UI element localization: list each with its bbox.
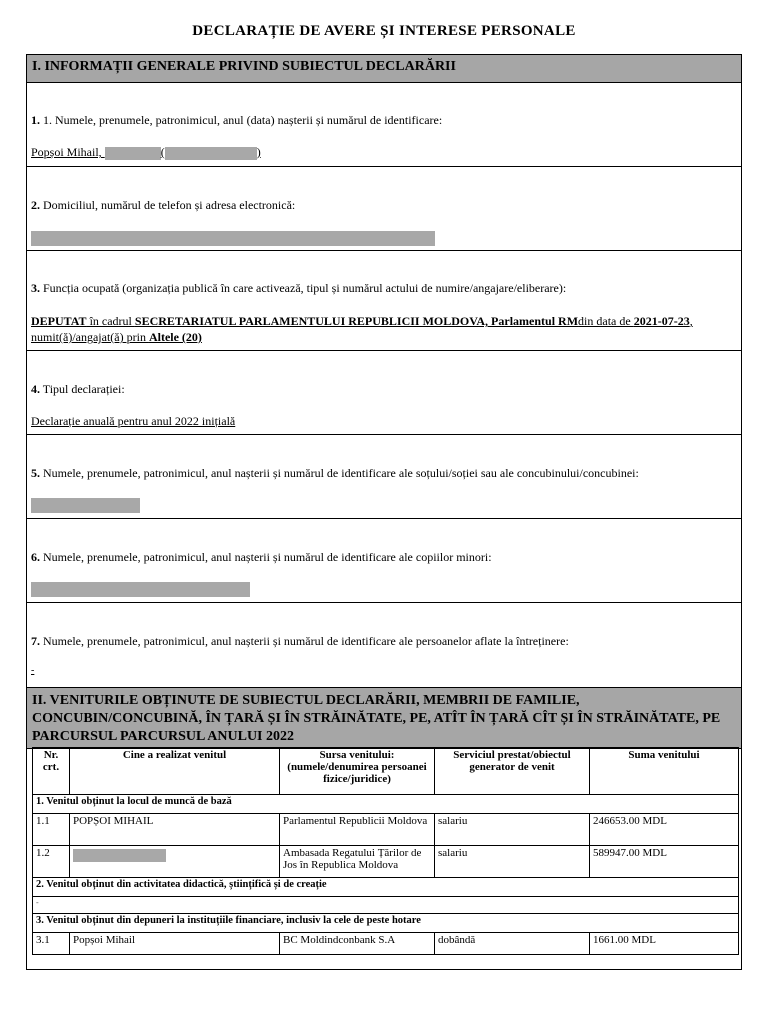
field-4-label: 4. Tipul declarației: [31,382,125,396]
field-1-value: Popșoi Mihail, ( ) [31,145,261,159]
table-row [33,814,739,846]
table-row [33,933,739,955]
field-4-declaration-type [27,351,741,435]
column-header-source: Sursa venitului: (numele/denumirea persoanei fizice/juridice) [280,748,435,795]
column-header-amount: Suma venitului [590,748,739,795]
cell-nr: 1.1 [33,814,70,846]
redacted-spouse [31,498,140,513]
declaration-frame [26,54,742,970]
category-3-label: 3. Venitul obținut din depuneri la instituțiile financiare, inclusiv la cele de peste hotare [33,914,739,933]
field-6-label: 6. Numele, prenumele, patronimicul, anul nașterii și numărul de identificare ale copiilor minori: [31,550,492,564]
cell-service: dobândă [435,933,590,955]
cell-who [70,846,280,878]
redacted-birthdate [105,147,161,160]
cell-source: Parlamentul Republicii Moldova [280,814,435,846]
column-header-service: Serviciul prestat/obiectul generator de venit [435,748,590,795]
field-3-position [27,251,741,351]
table-row [33,897,739,914]
cell-service: salariu [435,846,590,878]
table-row [33,846,739,878]
cell-who: POPȘOI MIHAIL [70,814,280,846]
category-row [33,795,739,814]
cell-nr: 1.2 [33,846,70,878]
cell-nr: 3.1 [33,933,70,955]
field-6-children [27,519,741,603]
category-1-label: 1. Venitul obținut la locul de muncă de bază [33,795,739,814]
category-row [33,878,739,897]
cell-amount: 1661.00 MDL [590,933,739,955]
field-7-label: 7. Numele, prenumele, patronimicul, anul nașterii și numărul de identificare ale persoanelor aflate la întreținere: [31,634,569,648]
income-table [32,747,739,955]
section-1-header: I. INFORMAȚII GENERALE PRIVIND SUBIECTUL DECLARĂRII [27,55,741,83]
empty-cell: - [33,897,739,914]
section-2-header: II. VENITURILE OBȚINUTE DE SUBIECTUL DECLARĂRII, MEMBRII DE FAMILIE, CONCUBIN/CONCUBINĂ, ÎN ȚARĂ ȘI ÎN STRĂINĂTATE, PE, ATÎT ÎN ȚARĂ CÎT ȘI ÎN STRĂINĂTATE, PE PARCURSUL PARCURSUL ANULUI 2022 [27,687,741,749]
field-3-value: DEPUTAT în cadrul SECRETARIATUL PARLAMENTULUI REPUBLICII MOLDOVA, Parlamentul RMdin data de 2021-07-23, numit(ă)/angajat(ă) prin Altele (20) [31,314,693,344]
cell-source: Ambasada Regatului Țărilor de Jos în Republica Moldova [280,846,435,878]
field-7-value: - [31,665,35,676]
field-1-identity [27,83,741,167]
category-2-label: 2. Venitul obținut din activitatea didactică, științifică și de creație [33,878,739,897]
field-2-label: 2. Domiciliul, numărul de telefon și adresa electronică: [31,198,296,212]
field-4-value: Declarație anuală pentru anul 2022 inițială [31,414,236,428]
cell-amount: 589947.00 MDL [590,846,739,878]
field-3-label: 3. Funcția ocupată (organizația publică în care activează, tipul și numărul actului de numire/angajare/eliberare): [31,281,567,295]
cell-service: salariu [435,814,590,846]
field-5-spouse [27,435,741,519]
column-header-who: Cine a realizat venitul [70,748,280,795]
field-2-domicile [27,167,741,251]
column-header-nr: Nr. crt. [33,748,70,795]
redacted-children [31,582,250,597]
cell-amount: 246653.00 MDL [590,814,739,846]
redacted-id-number [165,147,257,160]
field-7-dependents [27,603,741,687]
field-5-label: 5. Numele, prenumele, patronimicul, anul nașterii și numărul de identificare ale soțului/soției sau ale concubinului/concubinei: [31,466,639,480]
cell-source: BC Moldindconbank S.A [280,933,435,955]
income-table-header [33,748,739,795]
document-title: DECLARAȚIE DE AVERE ȘI INTERESE PERSONALE [192,23,576,39]
redacted-name [73,849,166,862]
category-row [33,914,739,933]
cell-who: Popșoi Mihail [70,933,280,955]
field-1-label: 1. 1. Numele, prenumele, patronimicul, anul (data) nașterii și numărul de identificare: [31,113,443,127]
redacted-domicile [31,231,435,246]
